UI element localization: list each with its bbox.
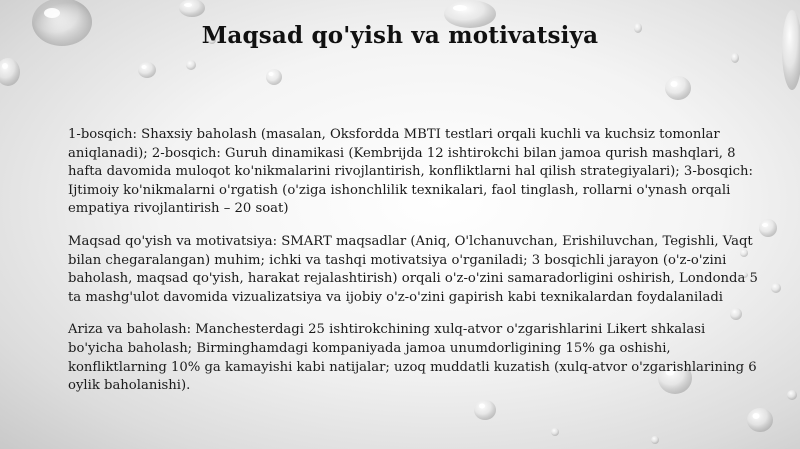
drop (651, 436, 659, 444)
drop (179, 0, 205, 17)
drop (266, 69, 282, 85)
drop (665, 76, 691, 100)
drop (747, 408, 773, 432)
slide-body (68, 126, 758, 410)
drop (186, 60, 196, 70)
drop (787, 390, 797, 400)
drop (771, 283, 781, 293)
drop (551, 428, 559, 436)
drop (731, 53, 739, 63)
drop (138, 62, 156, 78)
body-paragraph: Ariza va baholash: Manchesterdagi 25 ishtirokchining xulq-atvor o'zgarishlarini Likert shkalasi bo'yicha baholash; Birminghamdagi kompaniyada jamoa unumdorligining 15% ga oshishi, konfliktlarning 10% ga kamayishi kabi natijalar; uzoq muddatli kuzatish (xulq-atvor o'zgarishlarining 6 oylik baholanishi). (68, 322, 757, 394)
slide-title: Maqsad qo'yish va motivatsiya (201, 22, 599, 49)
body-paragraph: Maqsad qo'yish va motivatsiya: SMART maqsadlar (Aniq, O'lchanuvchan, Erishiluvchan, Tegishli, Vaqt bilan chegaralangan) muhim; ichki va tashqi motivatsiya o'rganiladi; 3 bosqichli jarayon (o'z-o'zini baholash, maqsad qo'yish, harakat rejalashtirish) orqali o'z-o'zini samaradorligini oshirish, Londonda 5 ta mashg'ulot davomida vizualizatsiya va ijobiy o'z-o'zini gapirish kabi texnikalardan foydalaniladi (68, 233, 758, 305)
drop (759, 219, 777, 237)
drop (0, 58, 20, 86)
body-paragraph: 1-bosqich: Shaxsiy baholash (masalan, Oksfordda MBTI testlari orqali kuchli va kuchsiz tomonlar aniqlanadi); 2-bosqich: Guruh dinamikasi (Kembrijda 12 ishtirokchi bilan jamoa qurish mashqlari, 8 hafta davomida muloqot ko'nikmalarini rivojlantirish, konfliktlarni hal qilish strategiyalari); 3-bosqich: Ijtimoiy ko'nikmalarni o'rgatish (o'ziga ishonchlilik texnikalari, faol tinglash, rollarni o'ynash orqali empatiya rivojlantirish – 20 soat) (68, 127, 753, 217)
